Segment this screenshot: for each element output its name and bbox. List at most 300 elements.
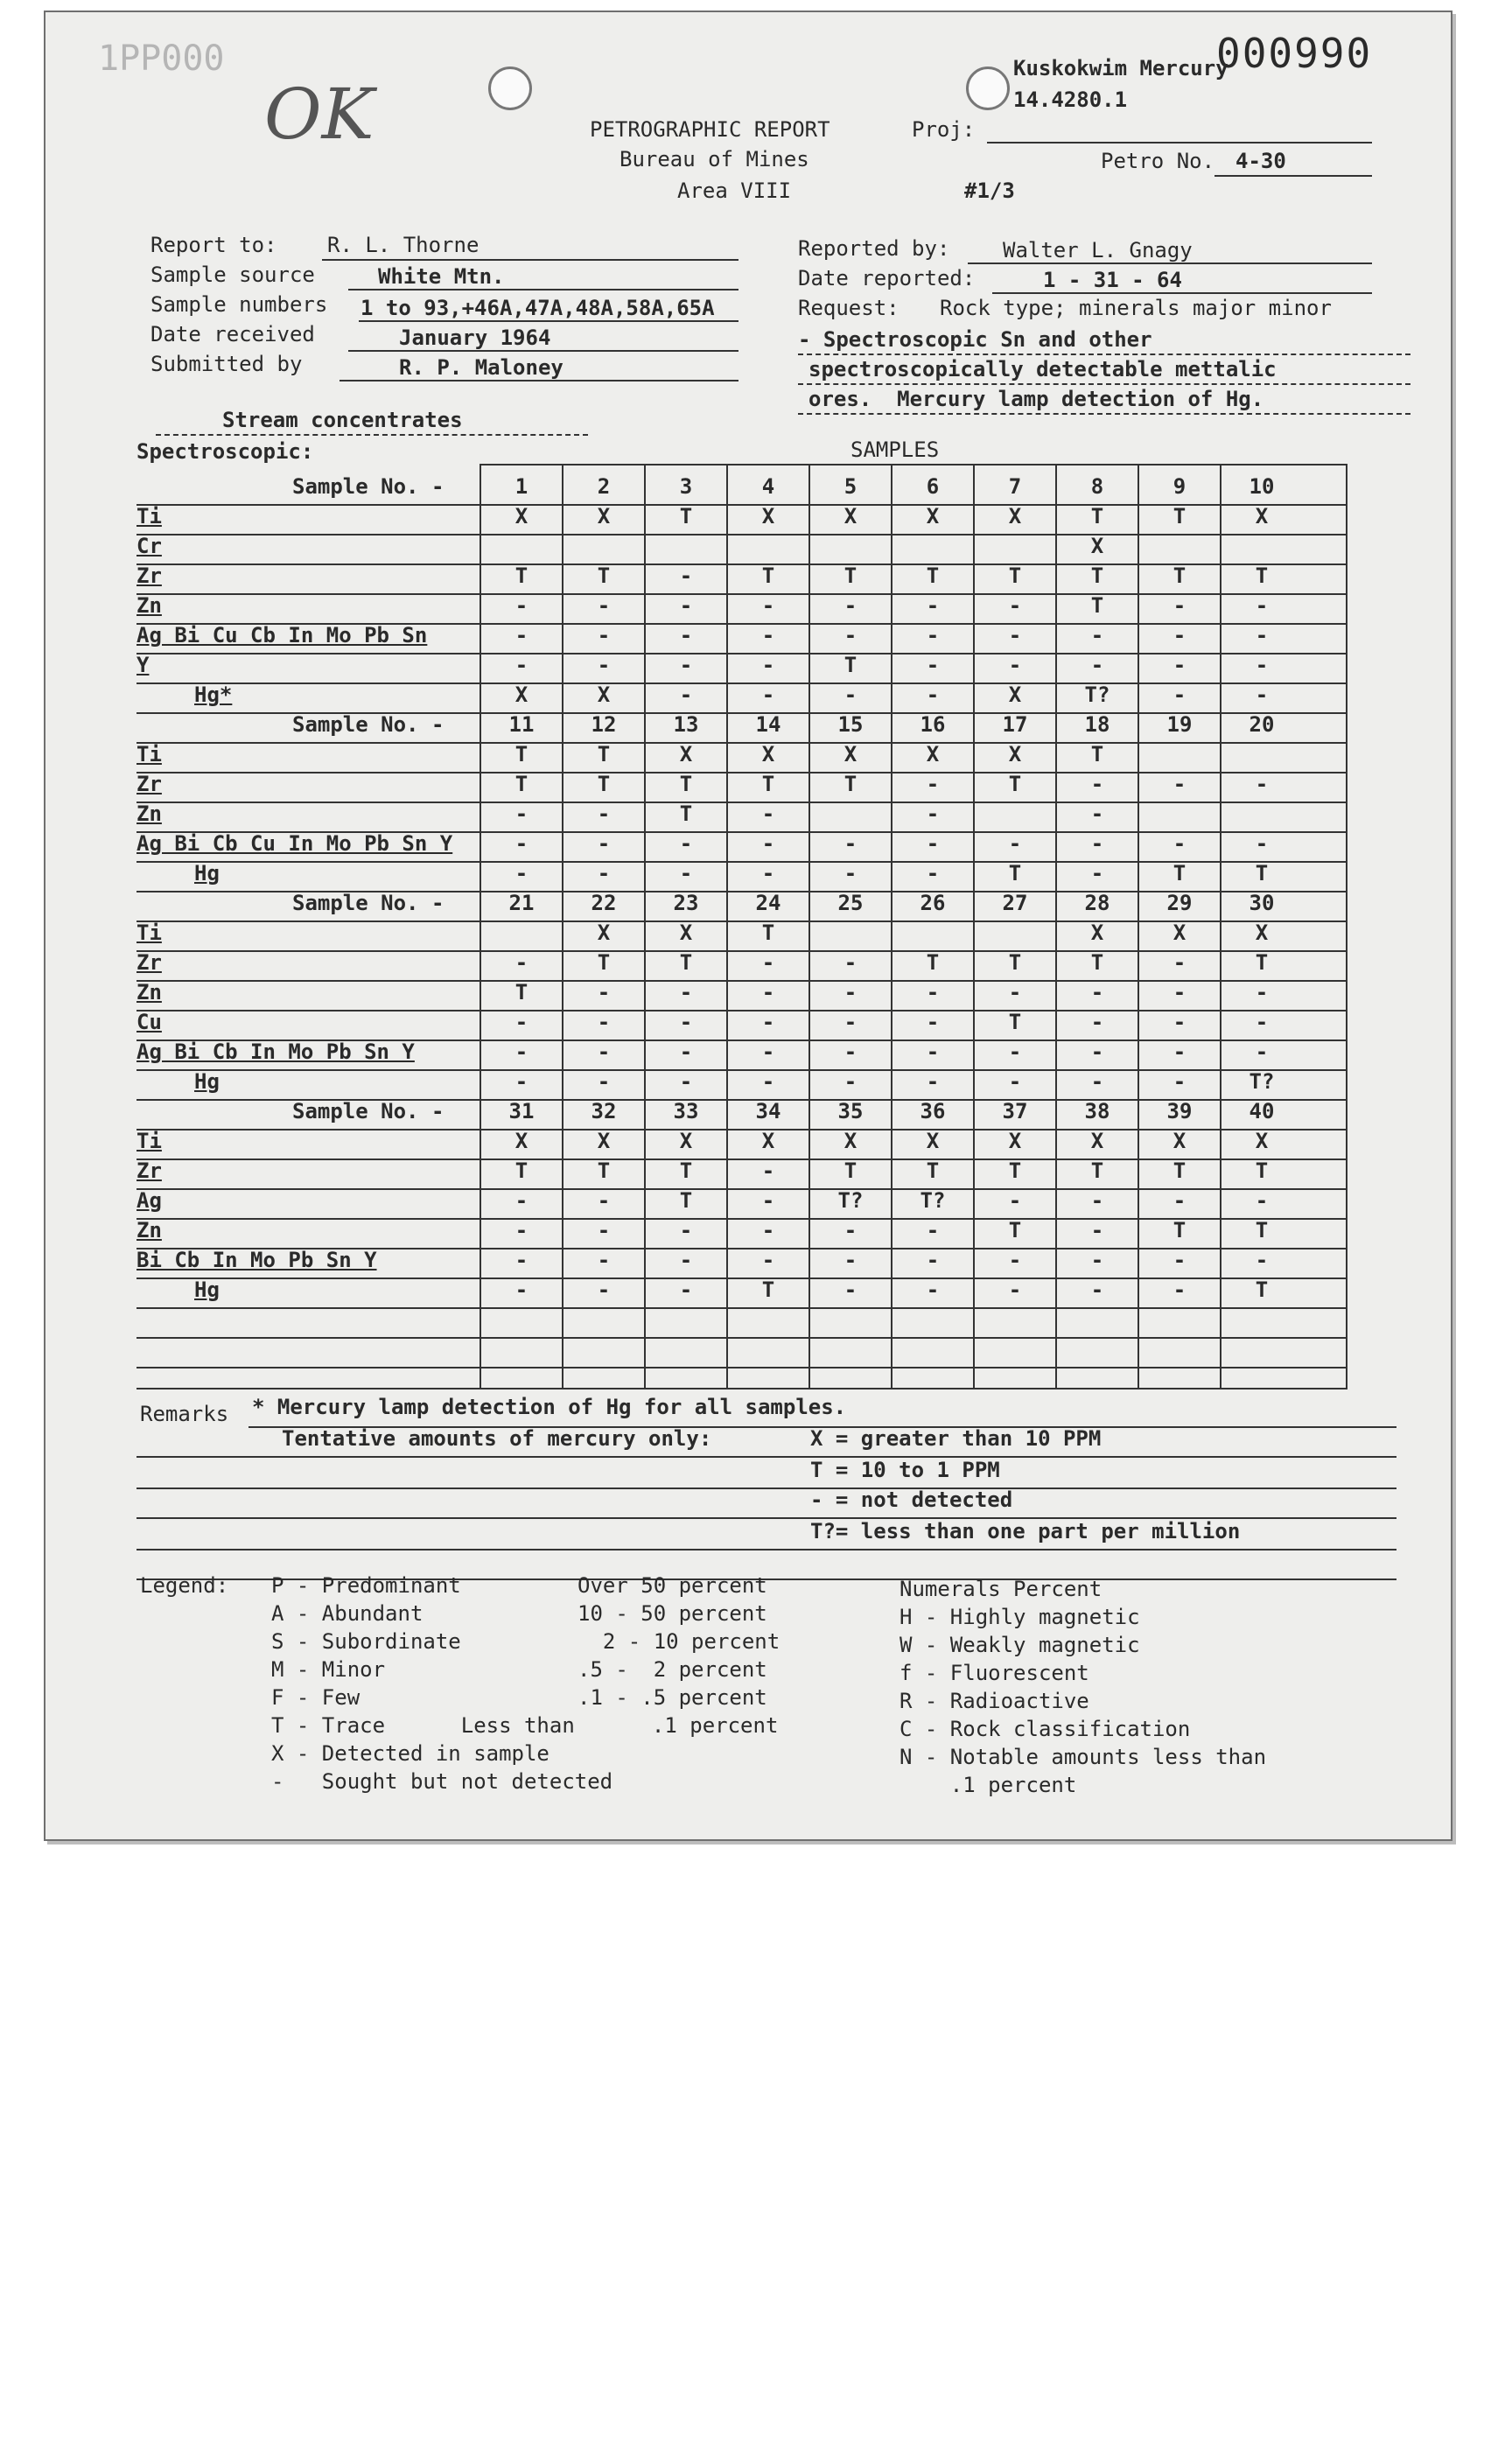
result-cell: - bbox=[1008, 623, 1022, 648]
report-sheet bbox=[44, 10, 1452, 1841]
result-cell: - bbox=[844, 1069, 858, 1094]
result-cell: T bbox=[1090, 564, 1104, 588]
result-cell: - bbox=[1008, 653, 1022, 677]
sample-number-cell: 12 bbox=[591, 712, 617, 737]
material-underline bbox=[156, 434, 588, 436]
result-cell: - bbox=[1008, 980, 1022, 1004]
sample-number-cell: 24 bbox=[755, 891, 781, 915]
proj-label: Proj: bbox=[912, 117, 976, 142]
result-cell: - bbox=[679, 1040, 693, 1064]
sample-number-cell: 4 bbox=[761, 474, 775, 499]
agency-line: Bureau of Mines bbox=[620, 147, 809, 172]
result-cell: T bbox=[926, 564, 940, 588]
result-cell: - bbox=[761, 980, 775, 1004]
sample-source-underline bbox=[348, 289, 738, 290]
sample-number-cell: 11 bbox=[508, 712, 535, 737]
legend-left-3: M - Minor bbox=[271, 1657, 386, 1682]
remarks-label: Remarks bbox=[140, 1402, 229, 1426]
result-cell: T bbox=[679, 1158, 693, 1183]
result-cell: X bbox=[1090, 920, 1104, 945]
result-cell: - bbox=[761, 950, 775, 975]
result-cell: - bbox=[761, 1010, 775, 1034]
legend-right-7: .1 percent bbox=[900, 1773, 1077, 1797]
result-cell: - bbox=[1172, 950, 1186, 975]
result-cell: - bbox=[761, 682, 775, 707]
result-cell: - bbox=[1255, 831, 1269, 856]
result-cell: X bbox=[1008, 1129, 1022, 1153]
result-cell: - bbox=[1090, 1010, 1104, 1034]
result-cell: - bbox=[1008, 1040, 1022, 1064]
legend-mid-4: .1 - .5 percent bbox=[578, 1685, 767, 1710]
element-row-label: Zr bbox=[136, 564, 162, 588]
sample-number-cell: 22 bbox=[591, 891, 617, 915]
result-cell: - bbox=[926, 1040, 940, 1064]
report-title: PETROGRAPHIC REPORT bbox=[590, 117, 830, 142]
result-cell: - bbox=[1008, 1248, 1022, 1272]
result-cell: X bbox=[1090, 1129, 1104, 1153]
request-line3: spectroscopically detectable mettalic bbox=[808, 357, 1277, 382]
result-cell: T bbox=[926, 950, 940, 975]
row-rule bbox=[136, 1367, 1348, 1368]
result-cell: - bbox=[761, 623, 775, 648]
legend-mid-2: 2 - 10 percent bbox=[578, 1629, 780, 1654]
samples-header: SAMPLES bbox=[850, 438, 940, 462]
legend-right-1: H - Highly magnetic bbox=[900, 1605, 1140, 1629]
sample-number-cell: 21 bbox=[508, 891, 535, 915]
legend-right-2: W - Weakly magnetic bbox=[900, 1633, 1140, 1657]
legend-left-7: - Sought but not detected bbox=[271, 1769, 613, 1794]
sheet-number: #1/3 bbox=[964, 178, 1015, 203]
sample-no-label: Sample No. - bbox=[292, 1099, 444, 1124]
legend-left-2: S - Subordinate bbox=[271, 1629, 461, 1654]
legend-left-4: F - Few bbox=[271, 1685, 360, 1710]
result-cell: - bbox=[514, 1188, 528, 1213]
request-line2: - Spectroscopic Sn and other bbox=[798, 327, 1152, 352]
result-cell: - bbox=[597, 802, 611, 826]
result-cell: - bbox=[514, 653, 528, 677]
table-top-border bbox=[481, 464, 1348, 466]
sample-numbers-label: Sample numbers bbox=[150, 292, 328, 317]
result-cell: T bbox=[844, 1158, 858, 1183]
result-cell: - bbox=[1255, 1040, 1269, 1064]
submitted-by-underline bbox=[340, 380, 738, 382]
result-cell: T bbox=[1090, 593, 1104, 618]
result-cell: - bbox=[597, 1010, 611, 1034]
result-cell: T bbox=[679, 1188, 693, 1213]
sample-number-cell: 37 bbox=[1002, 1099, 1028, 1124]
result-cell: - bbox=[926, 623, 940, 648]
result-cell: - bbox=[844, 950, 858, 975]
sample-number-cell: 14 bbox=[755, 712, 781, 737]
result-cell: T bbox=[679, 504, 693, 528]
result-cell: X bbox=[679, 920, 693, 945]
element-row-label: Zr bbox=[136, 950, 162, 975]
corner-stamp-number: 000990 bbox=[1216, 30, 1373, 77]
sample-number-cell: 3 bbox=[679, 474, 693, 499]
result-cell: - bbox=[1008, 593, 1022, 618]
result-cell: - bbox=[761, 861, 775, 886]
result-cell: - bbox=[679, 980, 693, 1004]
sample-no-label: Sample No. - bbox=[292, 474, 444, 499]
result-cell: T bbox=[844, 772, 858, 796]
result-cell: - bbox=[926, 1069, 940, 1094]
result-cell: X bbox=[761, 1129, 775, 1153]
date-received-value: January 1964 bbox=[399, 326, 551, 350]
result-cell: - bbox=[761, 831, 775, 856]
element-row-label: Bi Cb In Mo Pb Sn Y bbox=[136, 1248, 377, 1272]
result-cell: - bbox=[926, 861, 940, 886]
result-cell: - bbox=[1008, 1188, 1022, 1213]
result-cell: T bbox=[514, 772, 528, 796]
result-cell: - bbox=[1172, 1069, 1186, 1094]
result-cell: - bbox=[1090, 1218, 1104, 1242]
result-cell: - bbox=[1172, 653, 1186, 677]
petro-underline bbox=[1214, 175, 1372, 177]
element-row-label: Ti bbox=[136, 504, 162, 528]
result-cell: X bbox=[844, 1129, 858, 1153]
result-cell: - bbox=[514, 623, 528, 648]
result-cell: X bbox=[1008, 682, 1022, 707]
sample-number-cell: 2 bbox=[597, 474, 611, 499]
report-to-label: Report to: bbox=[150, 233, 277, 257]
result-cell: T? bbox=[920, 1188, 946, 1213]
result-cell: - bbox=[1090, 802, 1104, 826]
element-row-label: Zn bbox=[136, 802, 162, 826]
row-rule bbox=[136, 1337, 1348, 1339]
legend-label: Legend: bbox=[140, 1573, 229, 1598]
sample-number-cell: 25 bbox=[837, 891, 864, 915]
result-cell: X bbox=[1090, 534, 1104, 558]
result-cell: X bbox=[926, 742, 940, 766]
result-cell: - bbox=[1090, 1040, 1104, 1064]
sample-number-cell: 7 bbox=[1008, 474, 1022, 499]
report-to-value: R. L. Thorne bbox=[327, 233, 480, 257]
result-cell: - bbox=[1172, 1278, 1186, 1302]
result-cell: - bbox=[1172, 593, 1186, 618]
result-cell: T bbox=[679, 950, 693, 975]
result-cell: T? bbox=[1249, 1069, 1275, 1094]
result-cell: - bbox=[1255, 772, 1269, 796]
result-cell: - bbox=[926, 1278, 940, 1302]
submitted-by-label: Submitted by bbox=[150, 352, 303, 376]
result-cell: T bbox=[1255, 1158, 1269, 1183]
result-cell: - bbox=[926, 593, 940, 618]
sample-numbers-value: 1 to 93,+46A,47A,48A,58A,65A bbox=[360, 296, 715, 320]
report-to-underline bbox=[322, 259, 738, 261]
result-cell: - bbox=[761, 1069, 775, 1094]
element-row-label: Hg bbox=[194, 861, 220, 886]
element-row-label: Ag bbox=[136, 1188, 162, 1213]
result-cell: X bbox=[514, 1129, 528, 1153]
legend-right-5: C - Rock classification bbox=[900, 1717, 1191, 1741]
proj-underline bbox=[987, 142, 1372, 144]
element-row-label: Ti bbox=[136, 742, 162, 766]
element-row-label: Zn bbox=[136, 1218, 162, 1242]
result-cell: X bbox=[597, 682, 611, 707]
result-cell: T bbox=[1255, 1218, 1269, 1242]
result-cell: T bbox=[1255, 950, 1269, 975]
result-cell: - bbox=[844, 593, 858, 618]
result-cell: - bbox=[844, 623, 858, 648]
sample-number-cell: 27 bbox=[1002, 891, 1028, 915]
legend-left-0: P - Predominant bbox=[271, 1573, 461, 1598]
result-cell: - bbox=[679, 623, 693, 648]
result-cell: - bbox=[679, 682, 693, 707]
result-cell: - bbox=[679, 1218, 693, 1242]
result-cell: - bbox=[844, 1278, 858, 1302]
result-cell: - bbox=[597, 1278, 611, 1302]
result-cell: - bbox=[844, 682, 858, 707]
petro-label: Petro No. bbox=[1101, 149, 1215, 173]
sample-number-cell: 15 bbox=[837, 712, 864, 737]
result-cell: - bbox=[679, 593, 693, 618]
element-row-label: Zn bbox=[136, 980, 162, 1004]
punch-hole-right bbox=[966, 66, 1010, 110]
result-cell: T bbox=[1008, 950, 1022, 975]
result-cell: X bbox=[1172, 920, 1186, 945]
result-cell: T bbox=[597, 564, 611, 588]
result-cell: - bbox=[761, 593, 775, 618]
result-cell: - bbox=[1172, 1248, 1186, 1272]
result-cell: - bbox=[1008, 1278, 1022, 1302]
result-cell: - bbox=[679, 1278, 693, 1302]
result-cell: - bbox=[1255, 623, 1269, 648]
result-cell: - bbox=[761, 1218, 775, 1242]
sample-number-cell: 39 bbox=[1166, 1099, 1193, 1124]
sample-number-cell: 16 bbox=[920, 712, 946, 737]
result-cell: - bbox=[1090, 1188, 1104, 1213]
result-cell: T bbox=[1008, 772, 1022, 796]
result-cell: - bbox=[844, 1040, 858, 1064]
result-cell: T bbox=[597, 1158, 611, 1183]
result-cell: - bbox=[679, 831, 693, 856]
project-stamp-line1: Kuskokwim Mercury bbox=[1013, 56, 1228, 80]
result-cell: - bbox=[1172, 1010, 1186, 1034]
sample-number-cell: 1 bbox=[514, 474, 528, 499]
sample-number-cell: 23 bbox=[673, 891, 699, 915]
result-cell: - bbox=[1090, 653, 1104, 677]
result-cell: X bbox=[1255, 1129, 1269, 1153]
handwritten-ok: OK bbox=[264, 74, 374, 155]
result-cell: - bbox=[1090, 772, 1104, 796]
result-cell: T bbox=[1172, 1158, 1186, 1183]
result-cell: - bbox=[514, 950, 528, 975]
request-underline-2 bbox=[798, 354, 1410, 355]
result-cell: X bbox=[597, 1129, 611, 1153]
result-cell: - bbox=[926, 831, 940, 856]
element-row-label: Hg* bbox=[194, 682, 233, 707]
remarks-line1: * Mercury lamp detection of Hg for all samples. bbox=[252, 1395, 847, 1419]
result-cell: T bbox=[761, 564, 775, 588]
result-cell: T bbox=[1255, 564, 1269, 588]
row-rule bbox=[136, 534, 1348, 536]
result-cell: - bbox=[844, 1248, 858, 1272]
result-cell: - bbox=[761, 653, 775, 677]
remarks-key2: T = 10 to 1 PPM bbox=[810, 1458, 1000, 1482]
result-cell: T bbox=[1090, 1158, 1104, 1183]
request-label: Request: bbox=[798, 296, 900, 320]
result-cell: T bbox=[1008, 1010, 1022, 1034]
result-cell: T bbox=[926, 1158, 940, 1183]
element-row-label: Ti bbox=[136, 920, 162, 945]
result-cell: - bbox=[597, 593, 611, 618]
result-cell: - bbox=[597, 861, 611, 886]
element-row-label: Ag Bi Cu Cb In Mo Pb Sn bbox=[136, 623, 428, 648]
result-cell: - bbox=[1172, 772, 1186, 796]
result-cell: - bbox=[1172, 1040, 1186, 1064]
result-cell: - bbox=[1255, 1188, 1269, 1213]
result-cell: - bbox=[1090, 861, 1104, 886]
sample-numbers-underline bbox=[359, 320, 738, 322]
result-cell: T bbox=[1255, 1278, 1269, 1302]
area-line: Area VIII bbox=[677, 178, 792, 203]
result-cell: T bbox=[597, 742, 611, 766]
remarks-rule bbox=[136, 1456, 1396, 1458]
date-reported-value: 1 - 31 - 64 bbox=[1043, 268, 1182, 292]
row-rule bbox=[136, 1307, 1348, 1309]
result-cell: T bbox=[597, 950, 611, 975]
date-received-underline bbox=[348, 350, 738, 352]
result-cell: - bbox=[597, 623, 611, 648]
request-underline-3 bbox=[798, 383, 1410, 385]
sample-number-cell: 33 bbox=[673, 1099, 699, 1124]
reported-by-underline bbox=[968, 262, 1372, 264]
result-cell: - bbox=[1008, 831, 1022, 856]
result-cell: - bbox=[1090, 1069, 1104, 1094]
result-cell: - bbox=[514, 831, 528, 856]
result-cell: - bbox=[926, 682, 940, 707]
result-cell: T bbox=[1172, 861, 1186, 886]
result-cell: - bbox=[926, 772, 940, 796]
result-cell: - bbox=[761, 1040, 775, 1064]
result-cell: - bbox=[926, 802, 940, 826]
result-cell: - bbox=[514, 1069, 528, 1094]
sample-number-cell: 5 bbox=[844, 474, 858, 499]
result-cell: - bbox=[514, 861, 528, 886]
legend-left-6: X - Detected in sample bbox=[271, 1741, 550, 1766]
request-underline-4 bbox=[798, 413, 1410, 415]
legend-mid-0: Over 50 percent bbox=[578, 1573, 767, 1598]
result-cell: X bbox=[679, 1129, 693, 1153]
legend-right-6: N - Notable amounts less than bbox=[900, 1745, 1267, 1769]
result-cell: - bbox=[844, 831, 858, 856]
result-cell: X bbox=[761, 504, 775, 528]
result-cell: T bbox=[1172, 1218, 1186, 1242]
element-row-label: Hg bbox=[194, 1278, 220, 1302]
remarks-rule bbox=[136, 1488, 1396, 1489]
result-cell: - bbox=[844, 861, 858, 886]
result-cell: T bbox=[1172, 504, 1186, 528]
result-cell: - bbox=[514, 1040, 528, 1064]
result-cell: X bbox=[1008, 742, 1022, 766]
result-cell: T bbox=[1008, 1158, 1022, 1183]
sample-number-cell: 10 bbox=[1249, 474, 1275, 499]
result-cell: - bbox=[679, 1010, 693, 1034]
element-row-label: Zr bbox=[136, 1158, 162, 1183]
result-cell: - bbox=[761, 1158, 775, 1183]
element-row-label: Cr bbox=[136, 534, 162, 558]
result-cell: T bbox=[1008, 564, 1022, 588]
sample-no-label: Sample No. - bbox=[292, 891, 444, 915]
sample-source-label: Sample source bbox=[150, 262, 315, 287]
result-cell: - bbox=[844, 1218, 858, 1242]
result-cell: - bbox=[926, 1010, 940, 1034]
result-cell: X bbox=[597, 920, 611, 945]
date-received-label: Date received bbox=[150, 322, 315, 346]
legend-mid-5: .1 percent bbox=[626, 1713, 779, 1738]
result-cell: - bbox=[1172, 623, 1186, 648]
result-cell: - bbox=[1090, 980, 1104, 1004]
sample-number-cell: 13 bbox=[673, 712, 699, 737]
result-cell: - bbox=[1255, 1248, 1269, 1272]
legend-mid-3: .5 - 2 percent bbox=[578, 1657, 767, 1682]
sample-number-cell: 20 bbox=[1249, 712, 1275, 737]
sample-number-cell: 36 bbox=[920, 1099, 946, 1124]
result-cell: X bbox=[761, 742, 775, 766]
result-cell: - bbox=[514, 1248, 528, 1272]
project-stamp-line2: 14.4280.1 bbox=[1013, 88, 1128, 112]
result-cell: T bbox=[1255, 861, 1269, 886]
result-cell: - bbox=[679, 861, 693, 886]
reported-by-label: Reported by: bbox=[798, 236, 950, 261]
result-cell: - bbox=[1172, 980, 1186, 1004]
result-cell: T bbox=[1008, 1218, 1022, 1242]
result-cell: X bbox=[679, 742, 693, 766]
table-bottom-border bbox=[136, 1388, 1348, 1390]
sample-source-value: White Mtn. bbox=[378, 264, 505, 289]
legend-mid-1: 10 - 50 percent bbox=[578, 1601, 767, 1626]
result-cell: X bbox=[1255, 504, 1269, 528]
result-cell: - bbox=[679, 653, 693, 677]
result-cell: X bbox=[926, 1129, 940, 1153]
sample-number-cell: 28 bbox=[1084, 891, 1110, 915]
remarks-key1: X = greater than 10 PPM bbox=[810, 1426, 1102, 1451]
element-row-label: Ag Bi Cb Cu In Mo Pb Sn Y bbox=[136, 831, 453, 856]
result-cell: - bbox=[597, 653, 611, 677]
sample-number-cell: 18 bbox=[1084, 712, 1110, 737]
request-line4: ores. Mercury lamp detection of Hg. bbox=[808, 387, 1264, 411]
result-cell: - bbox=[514, 593, 528, 618]
result-cell: T bbox=[844, 564, 858, 588]
sample-number-cell: 34 bbox=[755, 1099, 781, 1124]
result-cell: - bbox=[597, 1188, 611, 1213]
result-cell: T bbox=[761, 920, 775, 945]
sample-number-cell: 30 bbox=[1249, 891, 1275, 915]
result-cell: X bbox=[844, 504, 858, 528]
result-cell: X bbox=[1255, 920, 1269, 945]
date-reported-underline bbox=[992, 292, 1372, 294]
remarks-key3: - = not detected bbox=[810, 1488, 1013, 1512]
result-cell: - bbox=[679, 1248, 693, 1272]
sample-number-cell: 8 bbox=[1090, 474, 1104, 499]
legend-right-4: R - Radioactive bbox=[900, 1689, 1089, 1713]
sample-number-cell: 26 bbox=[920, 891, 946, 915]
result-cell: - bbox=[597, 1218, 611, 1242]
result-cell: X bbox=[514, 504, 528, 528]
result-cell: - bbox=[761, 1188, 775, 1213]
element-row-label: Y bbox=[136, 653, 150, 677]
result-cell: X bbox=[844, 742, 858, 766]
result-cell: - bbox=[1090, 1248, 1104, 1272]
result-cell: - bbox=[1255, 653, 1269, 677]
result-cell: - bbox=[926, 980, 940, 1004]
result-cell: - bbox=[1255, 1010, 1269, 1034]
result-cell: X bbox=[926, 504, 940, 528]
reported-by-value: Walter L. Gnagy bbox=[1003, 238, 1193, 262]
sample-number-cell: 17 bbox=[1002, 712, 1028, 737]
result-cell: - bbox=[1255, 980, 1269, 1004]
result-cell: X bbox=[597, 504, 611, 528]
